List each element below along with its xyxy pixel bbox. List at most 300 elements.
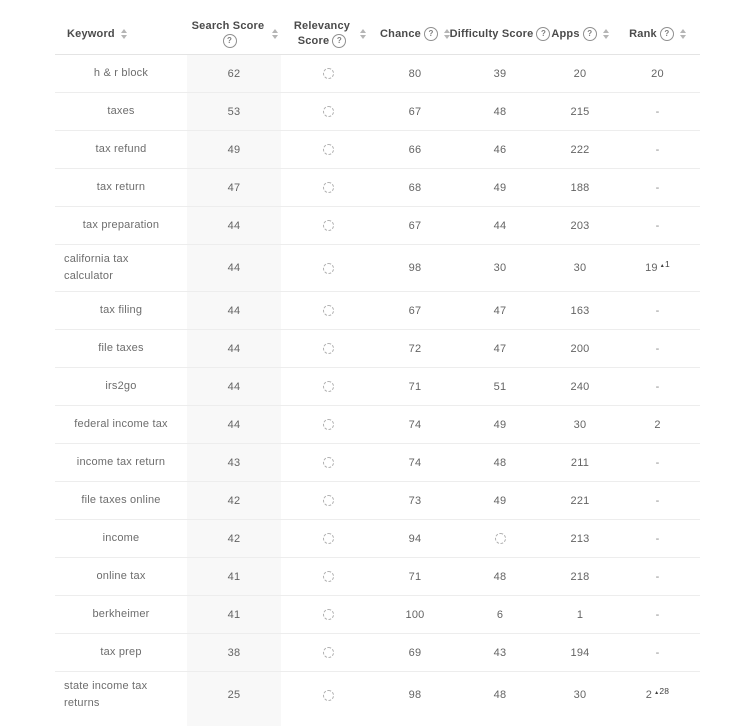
help-icon[interactable]: ? (223, 34, 237, 48)
table-row[interactable] (55, 558, 700, 596)
table-row[interactable] (55, 482, 700, 520)
difficulty-score-cell (455, 169, 545, 206)
loading-spinner-icon (323, 533, 334, 544)
difficulty-score-cell (455, 330, 545, 367)
chance-cell (375, 93, 455, 130)
chance-value: 72 (408, 342, 422, 355)
difficulty-score-cell (455, 245, 545, 291)
apps-cell (545, 245, 615, 291)
relevancy-score-cell (281, 558, 375, 595)
chance-value: 94 (408, 532, 422, 545)
search-score-cell (187, 368, 281, 405)
search-score-cell (187, 596, 281, 633)
difficulty-score-cell (455, 207, 545, 244)
sort-up-icon (603, 29, 609, 33)
difficulty-score-value: 51 (493, 380, 507, 393)
help-icon[interactable]: ? (583, 27, 597, 41)
difficulty-score-value: 39 (493, 67, 507, 80)
search-score-cell (187, 245, 281, 291)
table-row[interactable] (55, 207, 700, 245)
search-score-value: 44 (227, 342, 241, 355)
relevancy-score-cell (281, 55, 375, 92)
difficulty-score-value: 46 (493, 143, 507, 156)
chance-value: 74 (408, 456, 422, 469)
search-score-value: 44 (227, 380, 241, 393)
difficulty-score-cell (455, 482, 545, 519)
table-row[interactable] (55, 672, 700, 718)
search-score-cell (187, 634, 281, 671)
chance-cell (375, 131, 455, 168)
column-header-relevancy[interactable] (281, 19, 375, 49)
rank-up-icon: ▴ (660, 263, 664, 269)
chance-value: 67 (408, 105, 422, 118)
footer-spacer (55, 718, 187, 726)
keyword-text: irs2go (105, 380, 137, 392)
keyword-text: federal income tax (74, 418, 168, 430)
table-row[interactable] (55, 55, 700, 93)
loading-spinner-icon (323, 609, 334, 620)
chance-value: 67 (408, 219, 422, 232)
apps-cell (545, 558, 615, 595)
search-score-cell (187, 558, 281, 595)
table-row[interactable] (55, 131, 700, 169)
rank-value: 2 (654, 418, 661, 431)
rank-cell (615, 634, 700, 671)
loading-spinner-icon (323, 144, 334, 155)
search-score-cell (187, 672, 281, 718)
rank-cell (615, 482, 700, 519)
chance-value: 98 (408, 262, 422, 274)
difficulty-score-cell (455, 672, 545, 718)
table-row[interactable] (55, 169, 700, 207)
loading-spinner-icon (323, 690, 334, 701)
chance-value: 71 (408, 380, 422, 393)
chance-value: 68 (408, 181, 422, 194)
sort-down-icon (272, 35, 278, 39)
rank-value: - (655, 570, 660, 583)
rank-value: - (655, 456, 660, 469)
rank-value: - (655, 342, 660, 355)
search-score-cell (187, 207, 281, 244)
apps-cell (545, 207, 615, 244)
search-score-value: 47 (227, 181, 241, 194)
rank-cell (615, 444, 700, 481)
search-score-cell (187, 520, 281, 557)
chance-cell (375, 55, 455, 92)
search-column-shade (187, 718, 281, 726)
relevancy-score-cell (281, 406, 375, 443)
search-score-cell (187, 93, 281, 130)
loading-spinner-icon (495, 533, 506, 544)
difficulty-score-cell (455, 596, 545, 633)
difficulty-score-value: 30 (493, 262, 507, 274)
difficulty-score-cell (455, 520, 545, 557)
rank-cell (615, 406, 700, 443)
loading-spinner-icon (323, 647, 334, 658)
relevancy-score-cell (281, 93, 375, 130)
column-header-apps[interactable] (545, 27, 615, 42)
apps-cell (545, 482, 615, 519)
sort-down-icon (360, 35, 366, 39)
help-icon[interactable]: ? (660, 27, 674, 41)
keyword-text: h & r block (93, 67, 149, 79)
column-header-text: Chance (380, 27, 421, 40)
column-header-chance[interactable] (375, 27, 455, 42)
keyword-cell (55, 207, 187, 244)
table-row[interactable] (55, 444, 700, 482)
keyword-text: state income tax returns (64, 680, 148, 709)
keyword-text: file taxes (98, 342, 144, 354)
column-header-text: Rank (629, 27, 657, 40)
keyword-text: tax return (96, 181, 146, 193)
search-score-value: 53 (227, 105, 241, 118)
table-row[interactable] (55, 634, 700, 672)
keyword-text: tax filing (99, 304, 143, 316)
apps-value: 221 (570, 494, 590, 507)
search-score-cell (187, 292, 281, 329)
table-row[interactable] (55, 93, 700, 131)
search-score-value: 43 (227, 456, 241, 469)
help-icon[interactable]: ? (536, 27, 550, 41)
column-header-rank[interactable] (615, 27, 700, 42)
keyword-cell (55, 520, 187, 557)
apps-value: 163 (570, 304, 590, 317)
keyword-cell (55, 368, 187, 405)
column-header-text: Keyword (67, 27, 115, 40)
relevancy-score-cell (281, 672, 375, 718)
rank-value: - (655, 532, 660, 545)
rank-cell (615, 330, 700, 367)
rank-value: - (655, 304, 660, 317)
chance-cell (375, 520, 455, 557)
keyword-text: tax prep (100, 646, 142, 658)
keyword-cell (55, 292, 187, 329)
chance-value: 80 (408, 67, 422, 80)
loading-spinner-icon (323, 68, 334, 79)
apps-value: 188 (570, 181, 590, 194)
sort-icon[interactable] (272, 29, 278, 39)
rank-value: 20 (651, 67, 664, 80)
keyword-text: california tax calculator (64, 253, 129, 282)
keyword-cell (55, 558, 187, 595)
relevancy-score-cell (281, 482, 375, 519)
table-row[interactable] (55, 520, 700, 558)
table-row[interactable] (55, 406, 700, 444)
column-header-label (190, 19, 266, 49)
rank-value: - (655, 608, 660, 621)
apps-value: 30 (573, 689, 587, 701)
chance-cell (375, 406, 455, 443)
difficulty-score-value: 48 (493, 105, 507, 118)
loading-spinner-icon (323, 305, 334, 316)
difficulty-score-value: 49 (493, 181, 507, 194)
column-header-label (380, 27, 438, 42)
sort-up-icon (272, 29, 278, 33)
sort-up-icon (360, 29, 366, 33)
chance-cell (375, 482, 455, 519)
loading-spinner-icon (323, 220, 334, 231)
relevancy-score-cell (281, 368, 375, 405)
search-score-value: 42 (227, 494, 241, 507)
loading-spinner-icon (323, 457, 334, 468)
search-score-value: 44 (227, 219, 241, 232)
rank-cell (615, 368, 700, 405)
loading-spinner-icon (323, 495, 334, 506)
column-header-difficulty[interactable] (449, 27, 546, 42)
sort-icon[interactable] (121, 29, 127, 39)
table-row[interactable] (55, 596, 700, 634)
apps-cell (545, 131, 615, 168)
keyword-text: taxes (107, 105, 135, 117)
rank-cell (615, 292, 700, 329)
rank-cell (615, 55, 700, 92)
apps-cell (545, 93, 615, 130)
rank-cell (615, 520, 700, 557)
rank-cell (615, 131, 700, 168)
help-icon[interactable]: ? (332, 34, 346, 48)
loading-spinner-icon (323, 343, 334, 354)
search-score-cell (187, 330, 281, 367)
rank-cell (615, 245, 700, 291)
rank-cell (615, 672, 700, 718)
rank-up-icon: ▴ (655, 690, 659, 696)
chance-cell (375, 207, 455, 244)
table-body (55, 55, 700, 718)
search-score-value: 44 (227, 418, 241, 431)
difficulty-score-value: 6 (496, 608, 504, 621)
apps-cell (545, 330, 615, 367)
loading-spinner-icon (323, 263, 334, 274)
chance-cell (375, 596, 455, 633)
search-score-value: 44 (227, 262, 241, 274)
table-row[interactable] (55, 368, 700, 406)
apps-cell (545, 55, 615, 92)
apps-cell (545, 634, 615, 671)
difficulty-score-cell (455, 558, 545, 595)
table-row[interactable] (55, 330, 700, 368)
rank-value: - (655, 646, 660, 659)
column-header-label (551, 27, 596, 42)
keyword-cell (55, 330, 187, 367)
chance-value: 69 (408, 646, 422, 659)
keyword-cell (55, 596, 187, 633)
rank-change-badge (661, 259, 670, 269)
sort-icon[interactable] (603, 29, 609, 39)
relevancy-score-cell (281, 520, 375, 557)
apps-value: 203 (570, 219, 590, 232)
rank-value: - (655, 105, 660, 118)
chance-cell (375, 292, 455, 329)
column-header-text: Difficulty Score (449, 27, 534, 40)
chance-cell (375, 368, 455, 405)
difficulty-score-value: 48 (493, 689, 507, 701)
keyword-text: income tax return (76, 456, 166, 468)
sort-icon[interactable] (360, 29, 366, 39)
keyword-text: file taxes online (81, 494, 161, 506)
difficulty-score-cell (455, 444, 545, 481)
chance-value: 74 (408, 418, 422, 431)
chance-cell (375, 558, 455, 595)
column-header-text: Search Score (191, 20, 265, 32)
chance-cell (375, 169, 455, 206)
relevancy-score-cell (281, 245, 375, 291)
loading-spinner-icon (323, 381, 334, 392)
difficulty-score-cell (455, 93, 545, 130)
apps-value: 240 (570, 380, 590, 393)
difficulty-score-cell (455, 131, 545, 168)
rank-cell (615, 207, 700, 244)
relevancy-score-cell (281, 444, 375, 481)
difficulty-score-value: 49 (493, 418, 507, 431)
apps-cell (545, 292, 615, 329)
rank-change-badge (655, 686, 669, 696)
apps-value: 1 (576, 608, 584, 621)
search-score-value: 38 (227, 646, 241, 659)
keyword-cell (55, 406, 187, 443)
keyword-text: tax refund (95, 143, 147, 155)
chance-cell (375, 634, 455, 671)
apps-cell (545, 169, 615, 206)
difficulty-score-value: 43 (493, 646, 507, 659)
table-header-row (55, 14, 700, 55)
apps-value: 218 (570, 570, 590, 583)
search-score-cell (187, 169, 281, 206)
rank-value: - (655, 143, 660, 156)
column-header-text: Apps (551, 27, 580, 40)
column-header-text: Relevancy Score (293, 20, 351, 47)
chance-cell (375, 245, 455, 291)
apps-cell (545, 520, 615, 557)
chance-value: 98 (408, 689, 422, 701)
relevancy-score-cell (281, 131, 375, 168)
search-score-cell (187, 131, 281, 168)
search-score-value: 25 (227, 689, 241, 701)
keyword-text: online tax (96, 570, 146, 582)
keyword-cell (55, 93, 187, 130)
apps-cell (545, 672, 615, 718)
apps-value: 211 (570, 456, 590, 469)
keyword-cell (55, 444, 187, 481)
keyword-cell (55, 169, 187, 206)
difficulty-score-cell (455, 634, 545, 671)
rank-value: 19 (645, 262, 658, 274)
chance-cell (375, 330, 455, 367)
help-icon[interactable]: ? (424, 27, 438, 41)
rank-value: - (655, 219, 660, 232)
keyword-cell (55, 482, 187, 519)
column-header-keyword[interactable] (55, 27, 187, 42)
difficulty-score-value: 47 (493, 342, 507, 355)
relevancy-score-cell (281, 330, 375, 367)
apps-cell (545, 444, 615, 481)
search-score-cell (187, 406, 281, 443)
apps-value: 222 (570, 143, 590, 156)
apps-value: 20 (573, 67, 587, 80)
column-header-label (290, 19, 354, 49)
chance-value: 66 (408, 143, 422, 156)
sort-down-icon (680, 35, 686, 39)
apps-cell (545, 406, 615, 443)
loading-spinner-icon (323, 182, 334, 193)
apps-value: 215 (570, 105, 590, 118)
apps-value: 30 (573, 418, 587, 431)
column-header-label (450, 27, 551, 42)
apps-value: 194 (570, 646, 590, 659)
rank-change-value: 28 (659, 686, 670, 696)
sort-down-icon (603, 35, 609, 39)
rank-cell (615, 558, 700, 595)
relevancy-score-cell (281, 596, 375, 633)
rank-value: - (655, 380, 660, 393)
keyword-text: tax preparation (82, 219, 160, 231)
rank-change-value: 1 (664, 259, 670, 269)
chance-cell (375, 672, 455, 718)
apps-value: 213 (570, 532, 590, 545)
table-footer-shade (55, 718, 700, 726)
table-row[interactable] (55, 245, 700, 292)
loading-spinner-icon (323, 571, 334, 582)
rank-cell (615, 596, 700, 633)
table-row[interactable] (55, 292, 700, 330)
sort-down-icon (121, 35, 127, 39)
rank-cell (615, 93, 700, 130)
search-score-value: 41 (227, 608, 241, 621)
column-header-label (67, 27, 115, 42)
difficulty-score-cell (455, 55, 545, 92)
chance-value: 73 (408, 494, 422, 507)
keyword-text: berkheimer (92, 608, 150, 620)
keyword-cell (55, 672, 187, 718)
difficulty-score-value: 44 (493, 219, 507, 232)
chance-value: 67 (408, 304, 422, 317)
difficulty-score-cell (455, 292, 545, 329)
keyword-text: income (102, 532, 140, 544)
sort-up-icon (121, 29, 127, 33)
apps-value: 200 (570, 342, 590, 355)
column-header-search[interactable] (187, 19, 281, 49)
apps-value: 30 (573, 262, 587, 274)
keyword-cell (55, 55, 187, 92)
apps-cell (545, 596, 615, 633)
relevancy-score-cell (281, 169, 375, 206)
relevancy-score-cell (281, 634, 375, 671)
difficulty-score-cell (455, 406, 545, 443)
rank-value: 2 (645, 689, 653, 701)
chance-value: 100 (405, 608, 425, 621)
difficulty-score-value: 48 (493, 570, 507, 583)
keyword-cell (55, 245, 187, 291)
difficulty-score-value: 49 (493, 494, 507, 507)
keyword-cell (55, 634, 187, 671)
loading-spinner-icon (323, 106, 334, 117)
search-score-value: 41 (227, 570, 241, 583)
relevancy-score-cell (281, 292, 375, 329)
relevancy-score-cell (281, 207, 375, 244)
sort-icon[interactable] (680, 29, 686, 39)
rank-value: - (655, 494, 660, 507)
chance-cell (375, 444, 455, 481)
search-score-cell (187, 482, 281, 519)
chance-value: 71 (408, 570, 422, 583)
search-score-value: 62 (227, 67, 241, 80)
search-score-cell (187, 444, 281, 481)
search-score-cell (187, 55, 281, 92)
rank-value: - (655, 181, 660, 194)
difficulty-score-value: 48 (493, 456, 507, 469)
keyword-cell (55, 131, 187, 168)
difficulty-score-cell (455, 368, 545, 405)
search-score-value: 44 (227, 304, 241, 317)
